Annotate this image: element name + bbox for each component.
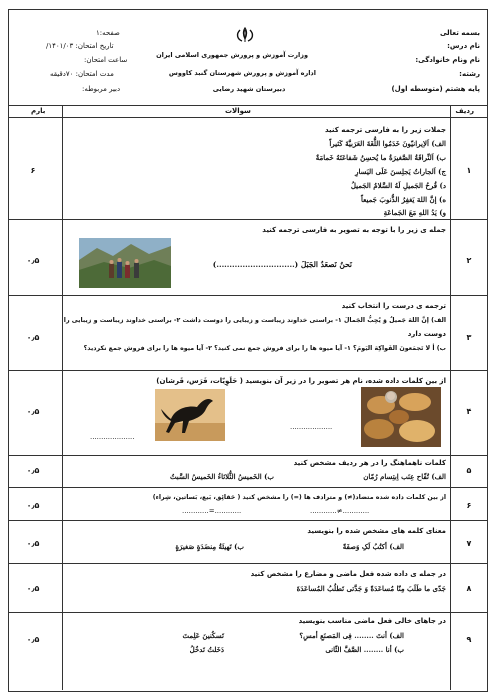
q6-number: ۶ [466, 501, 472, 510]
q5-score: ۰٫۵ [26, 466, 40, 475]
q9-prompt: در جاهای خالی فعل ماضی مناسب بنویسید [298, 617, 446, 625]
header-center-1: وزارت آموزش و پرورش جمهوری اسلامی ایران [156, 51, 308, 59]
header-right-4: رشته: [459, 70, 480, 78]
q1-line-c: ج) اَلجاراتُ یَجلِسنَ عَلَی الیَسارِ [355, 167, 446, 176]
header-left-1: صفحه:۱ [96, 29, 120, 37]
q5-item-a: الف) تُفّاح عِنَب اِبتِسام رُمّان [363, 472, 446, 481]
q4-prompt: از بین کلمات داده شده، نام هر تصویر را در زیر آن بنویسید ( حَلَوِیّات، فَرَس، قَرشان) [156, 377, 446, 385]
sweets-photo [361, 387, 441, 447]
col-score: بارم [31, 107, 46, 115]
q1-line-a: الف) اَلاِیرانیّونَ خَدَمُوا اللُّغَةَ العَرَبیَّةَ کَثیراً [329, 139, 446, 148]
iran-emblem-icon [234, 27, 256, 43]
q7-item-b: ب) تَهیئَةُ مِنضَدَةٍ صَغیرَةٍ [175, 542, 244, 551]
header-center-2: اداره آموزش و پرورش شهرستان گنبد کاووس [168, 69, 316, 77]
q8-number: ۸ [466, 584, 472, 593]
q7-number: ۷ [466, 539, 472, 548]
q1-score: ۶ [30, 166, 36, 175]
col-questions: سوالات [225, 107, 251, 115]
q1-line-f: و) یَدُ اللهِ مَعَ الجَماعَةِ [383, 208, 446, 217]
q3-score: ۰٫۵ [26, 333, 40, 342]
header-right-2: نام درس: [447, 42, 480, 50]
q2-score: ۰٫۵ [26, 256, 40, 265]
q1-prompt: جملات زیر را به فارسی ترجمه کنید [324, 126, 446, 134]
q3-number: ۳ [466, 333, 472, 342]
q4-number: ۴ [466, 407, 472, 416]
q2-number: ۲ [466, 256, 472, 265]
q5-prompt: کلمات ناهماهنگ را در هر ردیف مشخص کنید [293, 459, 446, 467]
col-row: ردیف [455, 107, 474, 115]
q9-options-b: دَخَلتُ تَدخُلُ [189, 645, 224, 654]
q9-options-a: تَسکُنینَ عَلِمتَ [182, 631, 224, 640]
q3-prompt: ترجمه ی درست را انتخاب کنید [341, 302, 446, 310]
q9-item-b: ب) أنا ........ الصَّفَّ الثّانی [325, 645, 404, 654]
q3-item-a-cont: دوست دارد [407, 330, 446, 338]
q9-item-a: الف) أنتَ ........ فِی المَصنَعِ أمسِ؟ [299, 631, 404, 640]
q1-number: ۱ [466, 166, 472, 175]
q6-score: ۰٫۵ [26, 501, 40, 510]
horse-photo [155, 389, 225, 441]
q8-sentence: جَدّی ما طَلَبَ مِنّا مُساعَدَةً وَ جَدَّتی تَطلُبُ المُساعَدَةَ [296, 584, 446, 593]
q6-synonym-blank: ............=............ [182, 507, 242, 515]
q7-item-a: الف) أکتُبُ لَکِ وَصفَةً [342, 542, 404, 551]
header-right-1: بسمه تعالی [439, 29, 480, 37]
mountain-hikers-photo [79, 238, 171, 288]
q5-item-b: ب) الخَمیسُ الثُّلاثاءُ الخَمیسُ السَّبتُ [169, 472, 274, 481]
q7-prompt: معنای کلمه های مشخص شده را بنویسید [307, 527, 446, 535]
q9-score: ۰٫۵ [26, 635, 40, 644]
q1-line-b: ب) اَلنِّراقَةُ الصَّغیرَةُ ما یُحسِنُ شَفاعَتَهُ خَمامَةٌ [315, 153, 446, 162]
q1-line-d: د) قُرحُ الجَمیلِ لَهُ السَّلامُ الجَمیلُ [350, 181, 446, 190]
header-left-4: مدت امتحان: ۷۰دقیقه [50, 70, 114, 78]
q8-score: ۰٫۵ [26, 584, 40, 593]
q6-antonym-blank: ............≠............ [310, 507, 370, 515]
header-center-3: دبیرستان شهید رضایی [212, 85, 286, 93]
q6-prompt: از بین کلمات داده شده متضاد(≠) و مترادف ها (=) را مشخص کنید ( حَقائِق، بَیع، بَساتین، شِراء) [152, 494, 446, 501]
header-right-3: نام ونام خانوادگی: [415, 56, 480, 64]
header-left-2: تاریخ امتحان: ۱۴۰۱/۰۳/ [46, 42, 114, 50]
q3-item-b: ب) أ لا تَجمَعونَ الفَواکِهَ الیَومَ؟ ۱- آیا میوه ها را برای فروش جمع نمی کنید؟ ۲- آیا میوه ها را برای فروش جمع نکردید؟ [83, 345, 446, 352]
q4-score: ۰٫۵ [26, 407, 40, 416]
q2-prompt: جمله ی زیر را با توجه به تصویر به فارسی ترجمه کنید [262, 226, 446, 234]
q4-blank-right: ................... [290, 423, 333, 431]
q7-score: ۰٫۵ [26, 539, 40, 548]
q8-prompt: در جمله ی داده شده فعل ماضی و مضارع را مشخص کنید [250, 570, 446, 578]
q4-blank-left: .................... [90, 433, 135, 441]
header-left-3: ساعت امتحان: [84, 56, 128, 64]
q1-line-e: ه) إنَّ اللهَ یَغفِرُ الذُّنوبَ جَمیعاً [360, 195, 446, 204]
q9-number: ۹ [466, 635, 472, 644]
q2-sentence: نَحنُ نَصعَدُ الجَبَلَ (..............................) [212, 260, 352, 269]
q3-item-a: الف) إنَّ اللهَ جَمیلٌ وَ یُحِبُّ الجَمالَ ۱- براستی خداوند زیباست و زیبایی را دوست داشت ۲- براستی خداوند زیباست و زیبایی را [63, 317, 446, 324]
q5-number: ۵ [466, 466, 472, 475]
header-left-5: دبیر مربوطه: [82, 85, 121, 93]
header-right-5: پایه هشتم (متوسطه اول) [391, 85, 480, 93]
